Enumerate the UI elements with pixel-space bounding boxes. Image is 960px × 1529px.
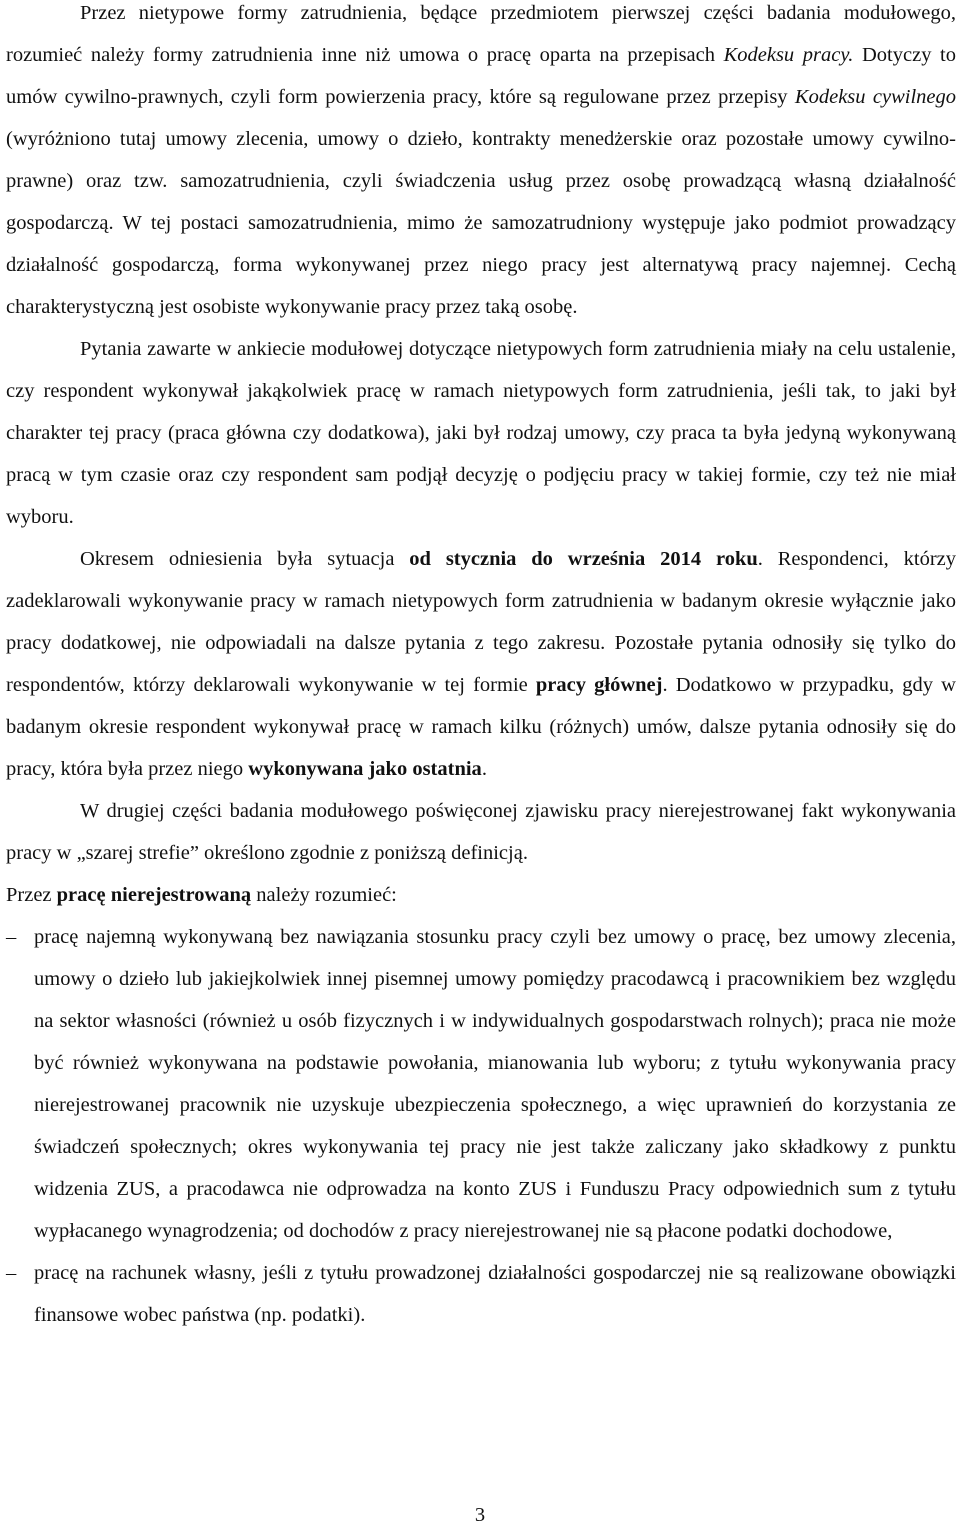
dash-bullet: – <box>6 926 17 948</box>
definition-list <box>6 916 956 1336</box>
paragraph-definition-lead: Przez pracę nierejestrowaną należy rozumieć: <box>6 884 397 906</box>
page-number: 3 <box>474 1504 486 1526</box>
list-item: – pracę na rachunek własny, jeśli z tytułu prowadzonej działalności gospodarczej nie są realizowane obowiązki finansowe wobec państwa (np. podatki). <box>6 1252 956 1336</box>
paragraph-survey-questions: Pytania zawarte w ankiecie modułowej dotyczące nietypowych form zatrudnienia miały na celu ustalenie, czy respondent wykonywał jakąkolwiek pracę w ramach nietypowych form zatrudnienia, jeśli tak, to jaki był charakter tej pracy (praca główna czy dodatkowa), jaki był rodzaj umowy, czy praca ta była jedyną wykonywaną pracą w tym czasie oraz czy respondent sam podjął decyzję o podjęciu pracy w takiej formie, czy też nie miał wyboru. <box>6 338 956 528</box>
paragraph-reference-period: Okresem odniesienia była sytuacja od stycznia do września 2014 roku. Respondenci, którzy zadeklarowali wykonywanie pracy w ramach nietypowych form zatrudnienia w badanym okresie wyłącznie jako pracy dodatkowej, nie odpowiadali na dalsze pytania z tego zakresu. Pozostałe pytania odnosiły się tylko do respondentów, którzy deklarowali wykonywanie w tej formie pracy głównej. Dodatkowo w przypadku, gdy w badanym okresie respondent wykonywał pracę w ramach kilku (różnych) umów, dalsze pytania odnosiły się do pracy, która była przez niego wykonywana jako ostatnia. <box>6 548 957 780</box>
paragraph-atypical-employment: Przez nietypowe formy zatrudnienia, będące przedmiotem pierwszej części badania modułowego, rozumieć należy formy zatrudnienia inne niż umowa o pracę oparta na przepisach Kodeksu pracy. Dotyczy to umów cywilno-prawnych, czyli form powierzenia pracy, które są regulowane przez przepisy Kodeksu cywilnego (wyróżniono tutaj umowy zlecenia, umowy o dzieło, kontrakty menedżerskie oraz pozostałe umowy cywilno-prawne) oraz tzw. samozatrudnienia, czyli świadczenia usług przez osobę prowadzącą własną działalność gospodarczą. W tej postaci samozatrudnienia, mimo że samozatrudniony występuje jako podmiot prowadzący działalność gospodarczą, forma wykonywanej przez niego pracy jest alternatywą pracy najemnej. Cechą charakterystyczną jest osobiste wykonywanie pracy przez taką osobę. <box>6 2 956 318</box>
document-page <box>6 0 956 1336</box>
dash-bullet: – <box>6 1262 17 1284</box>
list-item: – pracę najemną wykonywaną bez nawiązania stosunku pracy czyli bez umowy o pracę, bez umowy zlecenia, umowy o dzieło lub jakiejkolwiek innej pisemnej umowy pomiędzy pracodawcą i pracownikiem bez względu na sektor własności (również u osób fizycznych i w indywidualnych gospodarstwach rolnych); praca nie może być również wykonywana na podstawie powołania, mianowania lub wyboru; z tytułu wykonywania pracy nierejestrowanej pracownik nie uzyskuje ubezpieczenia społecznego, a więc uprawnień do korzystania ze świadczeń społecznych; okres wykonywania tej pracy nie jest także zaliczany jako składkowy z punktu widzenia ZUS, a pracodawca nie odprowadza na konto ZUS i Funduszu Pracy odpowiednich sum z tytułu wypłacanego wynagrodzenia; od dochodów z pracy nierejestrowanej nie są płacone podatki dochodowe, <box>6 916 956 1252</box>
paragraph-unregistered-work-intro: W drugiej części badania modułowego poświęconej zjawisku pracy nierejestrowanej fakt wykonywania pracy w „szarej strefie” określono zgodnie z poniższą definicją. <box>6 800 956 864</box>
